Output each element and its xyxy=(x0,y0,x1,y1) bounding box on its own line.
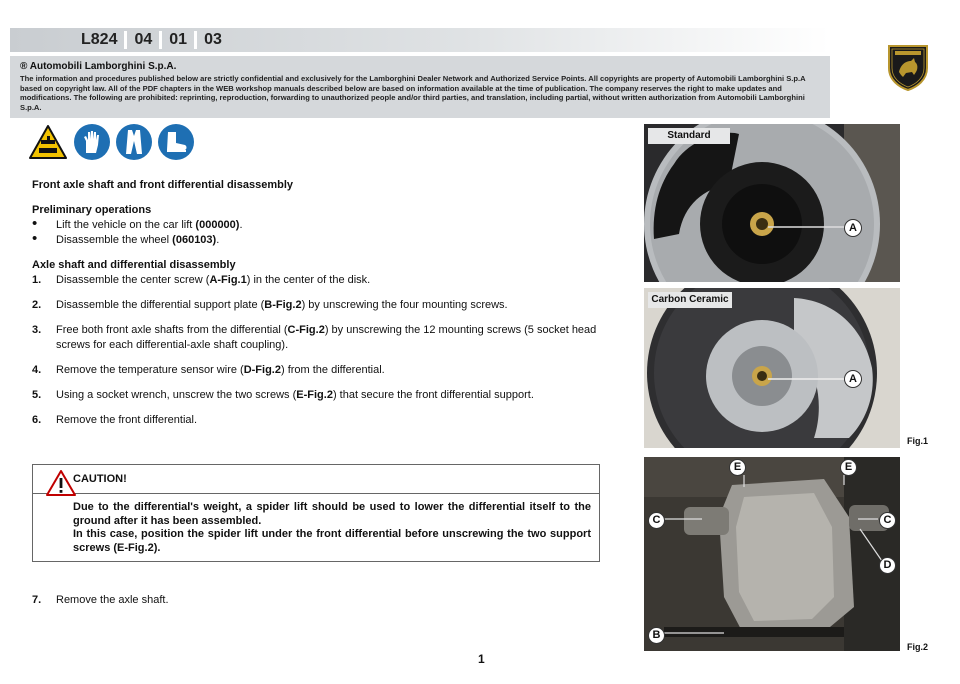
gloves-icon xyxy=(74,124,110,160)
fig1-standard-photo xyxy=(644,124,900,282)
step-item: 7. Remove the axle shaft. xyxy=(32,594,169,606)
callout-c: C xyxy=(648,512,665,529)
fig1-carbon-photo xyxy=(644,288,900,448)
safety-shoes-icon xyxy=(158,124,194,160)
caution-line: In this case, position the spider lift under the front differential before unscrewing the two support screws (E-Fig.2). xyxy=(73,528,591,554)
preliminary-item: • Lift the vehicle on the car lift (000000). xyxy=(32,218,602,233)
callout-b: B xyxy=(648,627,665,644)
fig2-differential-photo xyxy=(644,457,900,651)
code-procedure: 03 xyxy=(204,31,222,48)
preliminary-item: • Disassemble the wheel (060103). xyxy=(32,233,602,248)
callout-e: E xyxy=(729,459,746,476)
warning-hand-crush-icon xyxy=(28,124,68,160)
step-item: 1. Disassemble the center screw (A-Fig.1) in the center of the disk. xyxy=(32,274,371,286)
safety-icons xyxy=(28,124,194,160)
code-subgroup: 01 xyxy=(169,31,188,48)
caution-box xyxy=(32,464,600,562)
fig1-caption: Fig.1 xyxy=(907,436,929,446)
step-item: 5. Using a socket wrench, unscrew the two screws (E-Fig.2) that secure the front differential support. xyxy=(32,389,534,401)
callout-c: C xyxy=(879,512,896,529)
step-item: 2. Disassemble the differential support plate (B-Fig.2) by unscrewing the four mounting screws. xyxy=(32,299,508,311)
preliminary-title: Preliminary operations xyxy=(32,204,152,216)
procedure-title: Front axle shaft and front differential disassembly xyxy=(32,179,293,191)
callout-a: A xyxy=(844,219,862,237)
notice-title: ® Automobili Lamborghini S.p.A. xyxy=(20,61,177,72)
procedure-content xyxy=(32,178,602,428)
page-number: 1 xyxy=(478,652,485,666)
document-code xyxy=(74,31,229,49)
disassembly-title: Axle shaft and differential disassembly xyxy=(32,259,236,271)
step-item: 6. Remove the front differential. xyxy=(32,414,198,426)
fig2-caption: Fig.2 xyxy=(907,642,929,652)
caution-line: Due to the differential's weight, a spider lift should be used to lower the differential itself to the ground after it has been assembled. xyxy=(73,501,591,527)
caution-header xyxy=(33,465,599,494)
callout-d: D xyxy=(879,557,896,574)
code-group: 04 xyxy=(134,31,153,48)
caution-title: CAUTION! xyxy=(73,473,127,485)
notice-body: The information and procedures published below are strictly confidential and exclusively for the Lamborghini Dealer Network and Authorized Service Points. All copyrights are property of Automobili Lamborghini S.p.A based on copyright law. All of the PDF chapters in the WEB workshop manuals described below are based on information available at the time of publication. The company reserves the right to make updates and modifications. The following are prohibited: reprinting, reproduction, forwarding to unauthorized people and/or third parties, and translation, including partial, without written authorization from Automobili Lamborghini S.p.A. xyxy=(20,74,806,112)
caution-body xyxy=(73,501,591,555)
callout-e: E xyxy=(840,459,857,476)
step-item: 4. Remove the temperature sensor wire (D-Fig.2) from the differential. xyxy=(32,364,385,376)
lamborghini-logo xyxy=(886,42,930,92)
callout-a: A xyxy=(844,370,862,388)
code-model: L824 xyxy=(81,31,118,48)
step-item: 3. Free both front axle shafts from the differential (C-Fig.2) by unscrewing the 12 mounting screws (5 socket head screws for each differential-axle shaft coupling). xyxy=(32,324,597,351)
fig1-carbon-label: Carbon Ceramic xyxy=(648,292,732,308)
copyright-notice xyxy=(10,56,830,118)
overalls-icon xyxy=(116,124,152,160)
fig1-standard-label: Standard xyxy=(648,128,730,144)
